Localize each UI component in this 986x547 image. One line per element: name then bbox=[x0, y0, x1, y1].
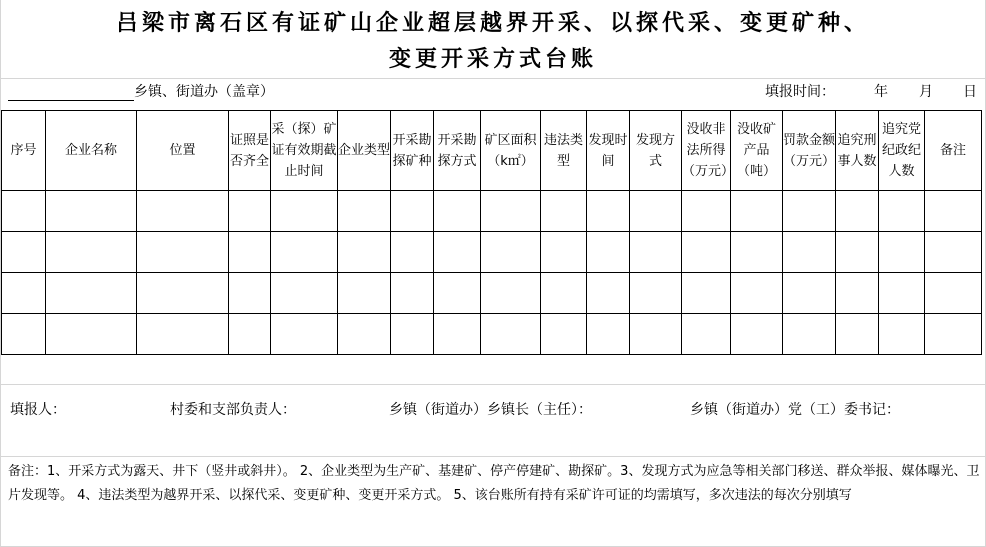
col-header-fine: 罚款金额（万元） bbox=[783, 111, 836, 191]
table-cell[interactable] bbox=[630, 273, 682, 314]
col-header-index: 序号 bbox=[2, 111, 46, 191]
table-cell[interactable] bbox=[836, 273, 879, 314]
table-row bbox=[2, 191, 982, 232]
col-header-company: 企业名称 bbox=[46, 111, 137, 191]
table-cell[interactable] bbox=[46, 191, 137, 232]
table-cell[interactable] bbox=[338, 314, 391, 355]
table-cell[interactable] bbox=[925, 273, 982, 314]
col-header-discipline-count: 追究党纪政纪人数 bbox=[879, 111, 925, 191]
table-cell[interactable] bbox=[836, 314, 879, 355]
table-cell[interactable] bbox=[271, 273, 338, 314]
ledger-table bbox=[1, 110, 982, 355]
mayor-signature-label: 乡镇（街道办）乡镇长（主任）： bbox=[389, 402, 592, 418]
table-cell[interactable] bbox=[731, 191, 783, 232]
date-year-label: 年 bbox=[874, 84, 888, 100]
table-cell[interactable] bbox=[229, 273, 271, 314]
table-cell[interactable] bbox=[229, 314, 271, 355]
page-title-line1: 吕梁市离石区有证矿山企业超层越界开采、以探代采、变更矿种、 bbox=[115, 10, 870, 36]
table-cell[interactable] bbox=[879, 191, 925, 232]
table-cell[interactable] bbox=[2, 314, 46, 355]
col-header-company-type: 企业类型 bbox=[338, 111, 391, 191]
table-cell[interactable] bbox=[541, 191, 587, 232]
table-cell[interactable] bbox=[682, 314, 731, 355]
grid-line bbox=[0, 456, 986, 457]
table-cell[interactable] bbox=[338, 273, 391, 314]
grid-line bbox=[0, 78, 986, 79]
table-cell[interactable] bbox=[879, 314, 925, 355]
col-header-location: 位置 bbox=[137, 111, 229, 191]
table-cell[interactable] bbox=[2, 273, 46, 314]
table-row bbox=[2, 273, 982, 314]
table-cell[interactable] bbox=[434, 273, 481, 314]
village-signature-label: 村委和支部负责人： bbox=[170, 402, 296, 418]
col-header-license-complete: 证照是否齐全 bbox=[229, 111, 271, 191]
town-name-blank[interactable] bbox=[8, 100, 134, 101]
table-cell[interactable] bbox=[271, 232, 338, 273]
table-cell[interactable] bbox=[46, 273, 137, 314]
table-cell[interactable] bbox=[391, 232, 434, 273]
table-cell[interactable] bbox=[925, 191, 982, 232]
secretary-signature-label: 乡镇（街道办）党（工）委书记： bbox=[690, 402, 900, 418]
table-cell[interactable] bbox=[783, 273, 836, 314]
col-header-area: 矿区面积（k㎡） bbox=[481, 111, 541, 191]
col-header-found-time: 发现时间 bbox=[587, 111, 630, 191]
table-cell[interactable] bbox=[137, 191, 229, 232]
table-cell[interactable] bbox=[682, 273, 731, 314]
col-header-remarks: 备注 bbox=[925, 111, 982, 191]
table-cell[interactable] bbox=[229, 191, 271, 232]
page-title-line2: 变更开采方式台账 bbox=[388, 46, 597, 72]
table-row bbox=[2, 314, 982, 355]
table-cell[interactable] bbox=[836, 232, 879, 273]
table-cell[interactable] bbox=[137, 232, 229, 273]
table-cell[interactable] bbox=[682, 191, 731, 232]
col-header-confiscated-minerals: 没收矿产品（吨） bbox=[731, 111, 783, 191]
table-row bbox=[2, 232, 982, 273]
table-cell[interactable] bbox=[731, 314, 783, 355]
col-header-mineral: 开采勘探矿种 bbox=[391, 111, 434, 191]
table-cell[interactable] bbox=[481, 232, 541, 273]
table-cell[interactable] bbox=[137, 314, 229, 355]
table-cell[interactable] bbox=[783, 232, 836, 273]
table-cell[interactable] bbox=[783, 314, 836, 355]
table-cell[interactable] bbox=[46, 232, 137, 273]
table-cell[interactable] bbox=[137, 273, 229, 314]
table-cell[interactable] bbox=[630, 232, 682, 273]
col-header-violation-type: 违法类型 bbox=[541, 111, 587, 191]
table-cell[interactable] bbox=[630, 191, 682, 232]
table-cell[interactable] bbox=[587, 191, 630, 232]
table-cell[interactable] bbox=[271, 314, 338, 355]
table-cell[interactable] bbox=[338, 232, 391, 273]
table-cell[interactable] bbox=[2, 232, 46, 273]
col-header-mining-method: 开采勘探方式 bbox=[434, 111, 481, 191]
table-header-row bbox=[2, 111, 982, 191]
table-cell[interactable] bbox=[879, 232, 925, 273]
table-cell[interactable] bbox=[434, 232, 481, 273]
table-cell[interactable] bbox=[434, 191, 481, 232]
table-cell[interactable] bbox=[481, 314, 541, 355]
table-cell[interactable] bbox=[481, 273, 541, 314]
table-cell[interactable] bbox=[481, 191, 541, 232]
col-header-criminal-count: 追究刑事人数 bbox=[836, 111, 879, 191]
table-cell[interactable] bbox=[587, 232, 630, 273]
table-cell[interactable] bbox=[271, 191, 338, 232]
table-cell[interactable] bbox=[2, 191, 46, 232]
table-cell[interactable] bbox=[731, 232, 783, 273]
footnote-remarks: 备注：1、开采方式为露天、井下（竖井或斜井）。 2、企业类型为生产矿、基建矿、停产停建矿、勘探矿。3、发现方式为应急等相关部门移送、群众举报、媒体曝光、卫片发现等。 4、违法类型为越界开采、以探代采、变更矿种、变更开采方式。 5、该台账所有持有采矿许可证的均需填写，多次违法的每次分别填写 bbox=[8, 464, 980, 503]
table-cell[interactable] bbox=[338, 191, 391, 232]
table-cell[interactable] bbox=[879, 273, 925, 314]
col-header-found-method: 发现方式 bbox=[630, 111, 682, 191]
filler-signature-label: 填报人： bbox=[10, 402, 66, 418]
table-cell[interactable] bbox=[925, 232, 982, 273]
table-cell[interactable] bbox=[682, 232, 731, 273]
table-cell[interactable] bbox=[836, 191, 879, 232]
table-cell[interactable] bbox=[587, 314, 630, 355]
grid-line bbox=[0, 384, 986, 385]
table-cell[interactable] bbox=[391, 191, 434, 232]
table-cell[interactable] bbox=[391, 314, 434, 355]
date-day-label: 日 bbox=[963, 84, 977, 100]
town-label: 乡镇、街道办（盖章） bbox=[134, 84, 274, 100]
table-cell[interactable] bbox=[925, 314, 982, 355]
table-cell[interactable] bbox=[630, 314, 682, 355]
table-cell[interactable] bbox=[229, 232, 271, 273]
date-label: 填报时间： bbox=[765, 84, 835, 100]
table-cell[interactable] bbox=[587, 273, 630, 314]
col-header-confiscated-income: 没收非法所得（万元） bbox=[682, 111, 731, 191]
table-cell[interactable] bbox=[391, 273, 434, 314]
date-month-label: 月 bbox=[919, 84, 933, 100]
table-cell[interactable] bbox=[541, 314, 587, 355]
col-header-license-expiry: 采（探）矿证有效期截止时间 bbox=[271, 111, 338, 191]
table-cell[interactable] bbox=[46, 314, 137, 355]
table-cell[interactable] bbox=[541, 273, 587, 314]
table-cell[interactable] bbox=[731, 273, 783, 314]
table-cell[interactable] bbox=[434, 314, 481, 355]
table-cell[interactable] bbox=[541, 232, 587, 273]
table-cell[interactable] bbox=[783, 191, 836, 232]
